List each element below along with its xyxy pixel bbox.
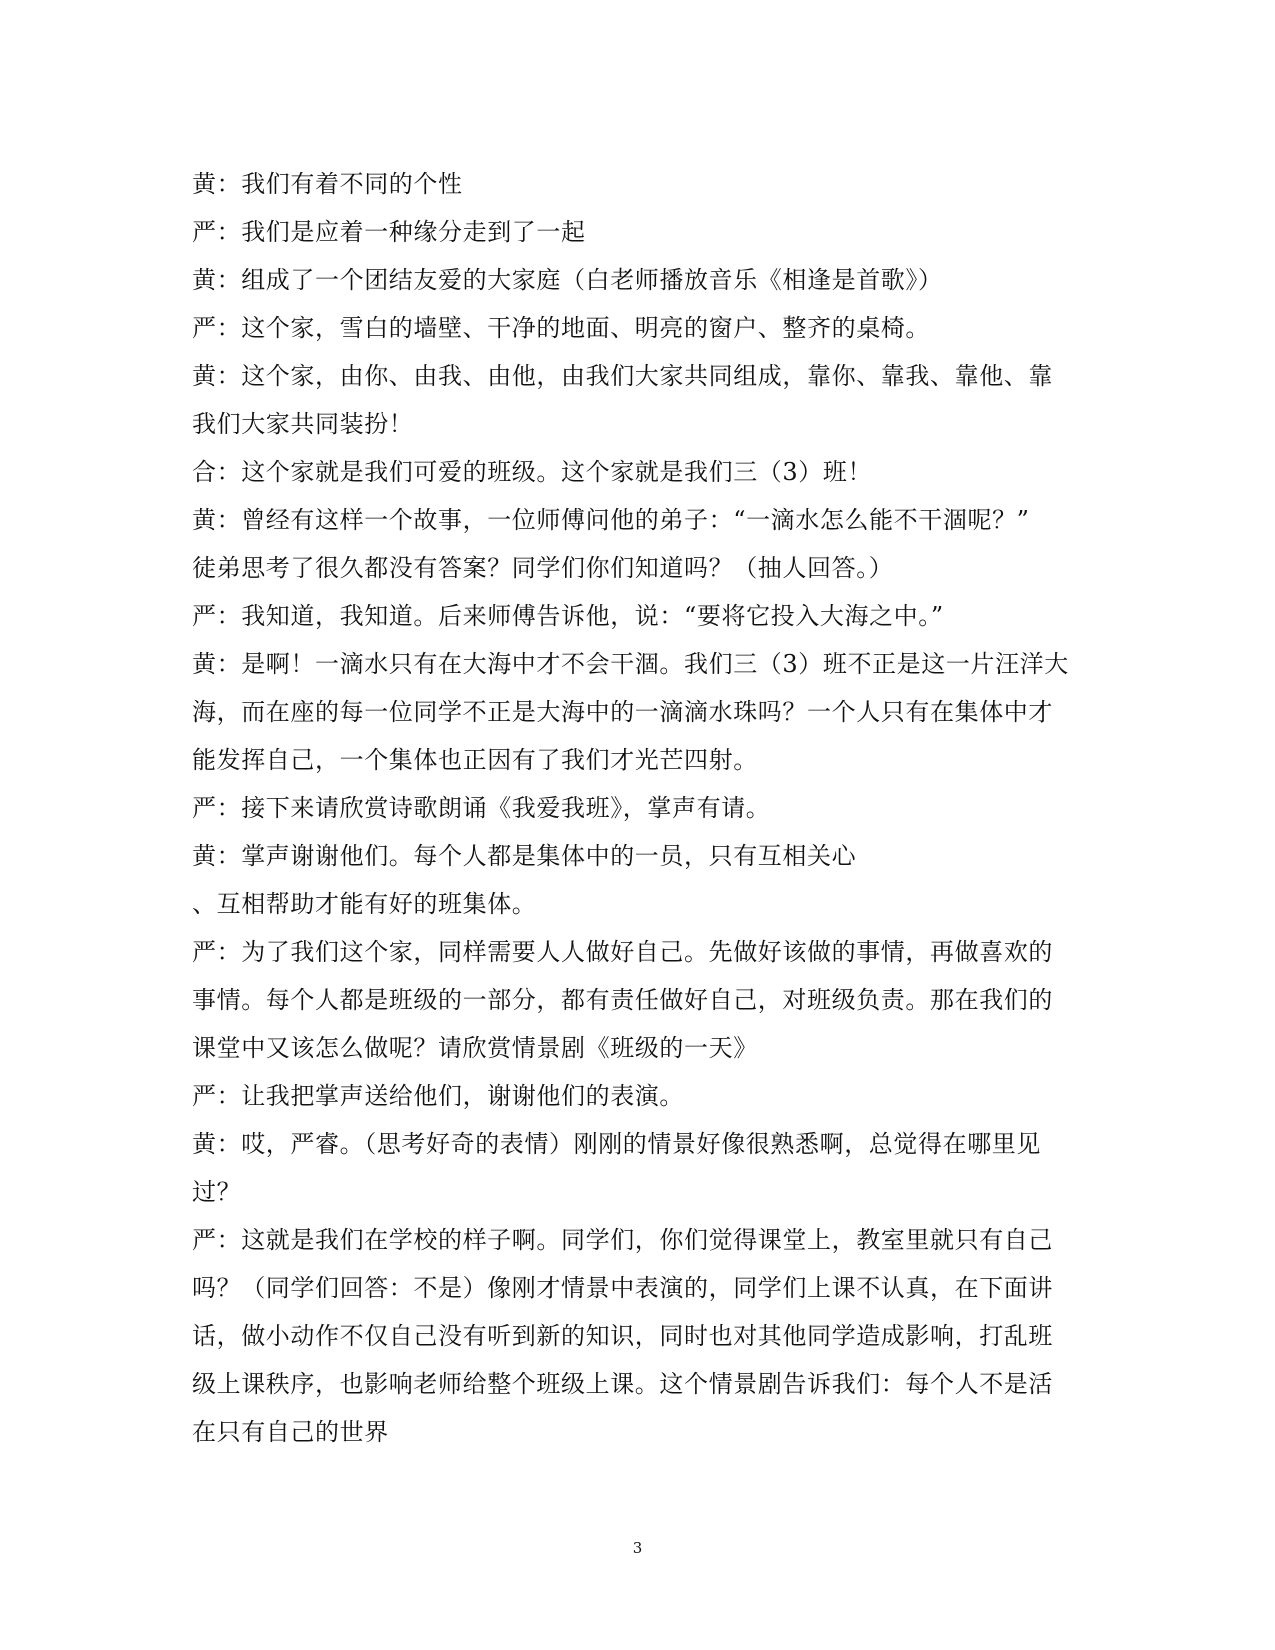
text-line: 能发挥自己，一个集体也正因有了我们才光芒四射。	[192, 746, 758, 774]
page-number: 3	[632, 1539, 643, 1557]
text-line: 黄：是啊！一滴水只有在大海中才不会干涸。我们三（3）班不正是这一片汪洋大	[192, 650, 1069, 678]
text-line: 黄：掌声谢谢他们。每个人都是集体中的一员，只有互相关心	[192, 842, 857, 870]
text-line: 严：我知道，我知道。后来师傅告诉他，说：“要将它投入大海之中。”	[192, 602, 944, 630]
text-line: 、互相帮助才能有好的班集体。	[192, 890, 537, 918]
text-line: 合：这个家就是我们可爱的班级。这个家就是我们三（3）班！	[192, 458, 873, 486]
text-line: 黄：我们有着不同的个性	[192, 170, 463, 198]
document-body	[192, 160, 1082, 1456]
text-line: 黄：曾经有这样一个故事，一位师傅问他的弟子：“一滴水怎么能不干涸呢？”	[192, 506, 1030, 534]
text-line: 黄：这个家，由你、由我、由他，由我们大家共同组成，靠你、靠我、靠他、靠	[192, 362, 1053, 390]
text-line: 级上课秩序，也影响老师给整个班级上课。这个情景剧告诉我们：每个人不是活	[192, 1370, 1053, 1398]
text-line: 话，做小动作不仅自己没有听到新的知识，同时也对其他同学造成影响，打乱班	[192, 1322, 1053, 1350]
text-line: 严：为了我们这个家，同样需要人人做好自己。先做好该做的事情，再做喜欢的	[192, 938, 1053, 966]
text-line: 课堂中又该怎么做呢？请欣赏情景剧《班级的一天》	[192, 1034, 758, 1062]
text-line: 我们大家共同装扮！	[192, 410, 414, 438]
text-line: 事情。每个人都是班级的一部分，都有责任做好自己，对班级负责。那在我们的	[192, 986, 1053, 1014]
text-line: 吗？（同学们回答：不是）像刚才情景中表演的，同学们上课不认真，在下面讲	[192, 1274, 1053, 1302]
text-line: 严：接下来请欣赏诗歌朗诵《我爱我班》，掌声有请。	[192, 794, 771, 822]
text-line: 在只有自己的世界	[192, 1418, 389, 1446]
text-line: 过？	[192, 1178, 242, 1206]
text-line: 严：我们是应着一种缘分走到了一起	[192, 218, 586, 246]
text-line: 海，而在座的每一位同学不正是大海中的一滴滴水珠吗？一个人只有在集体中才	[192, 698, 1053, 726]
text-line: 徒弟思考了很久都没有答案？同学们你们知道吗？（抽人回答。）	[192, 554, 894, 582]
text-line: 黄：组成了一个团结友爱的大家庭（白老师播放音乐《相逢是首歌》）	[192, 266, 943, 294]
text-line: 严：让我把掌声送给他们，谢谢他们的表演。	[192, 1082, 684, 1110]
text-line: 黄：哎，严睿。（思考好奇的表情）刚刚的情景好像很熟悉啊，总觉得在哪里见	[192, 1130, 1041, 1158]
text-line: 严：这就是我们在学校的样子啊。同学们，你们觉得课堂上，教室里就只有自己	[192, 1226, 1053, 1254]
text-line: 严：这个家，雪白的墙壁、干净的地面、明亮的窗户、整齐的桌椅。	[192, 314, 930, 342]
